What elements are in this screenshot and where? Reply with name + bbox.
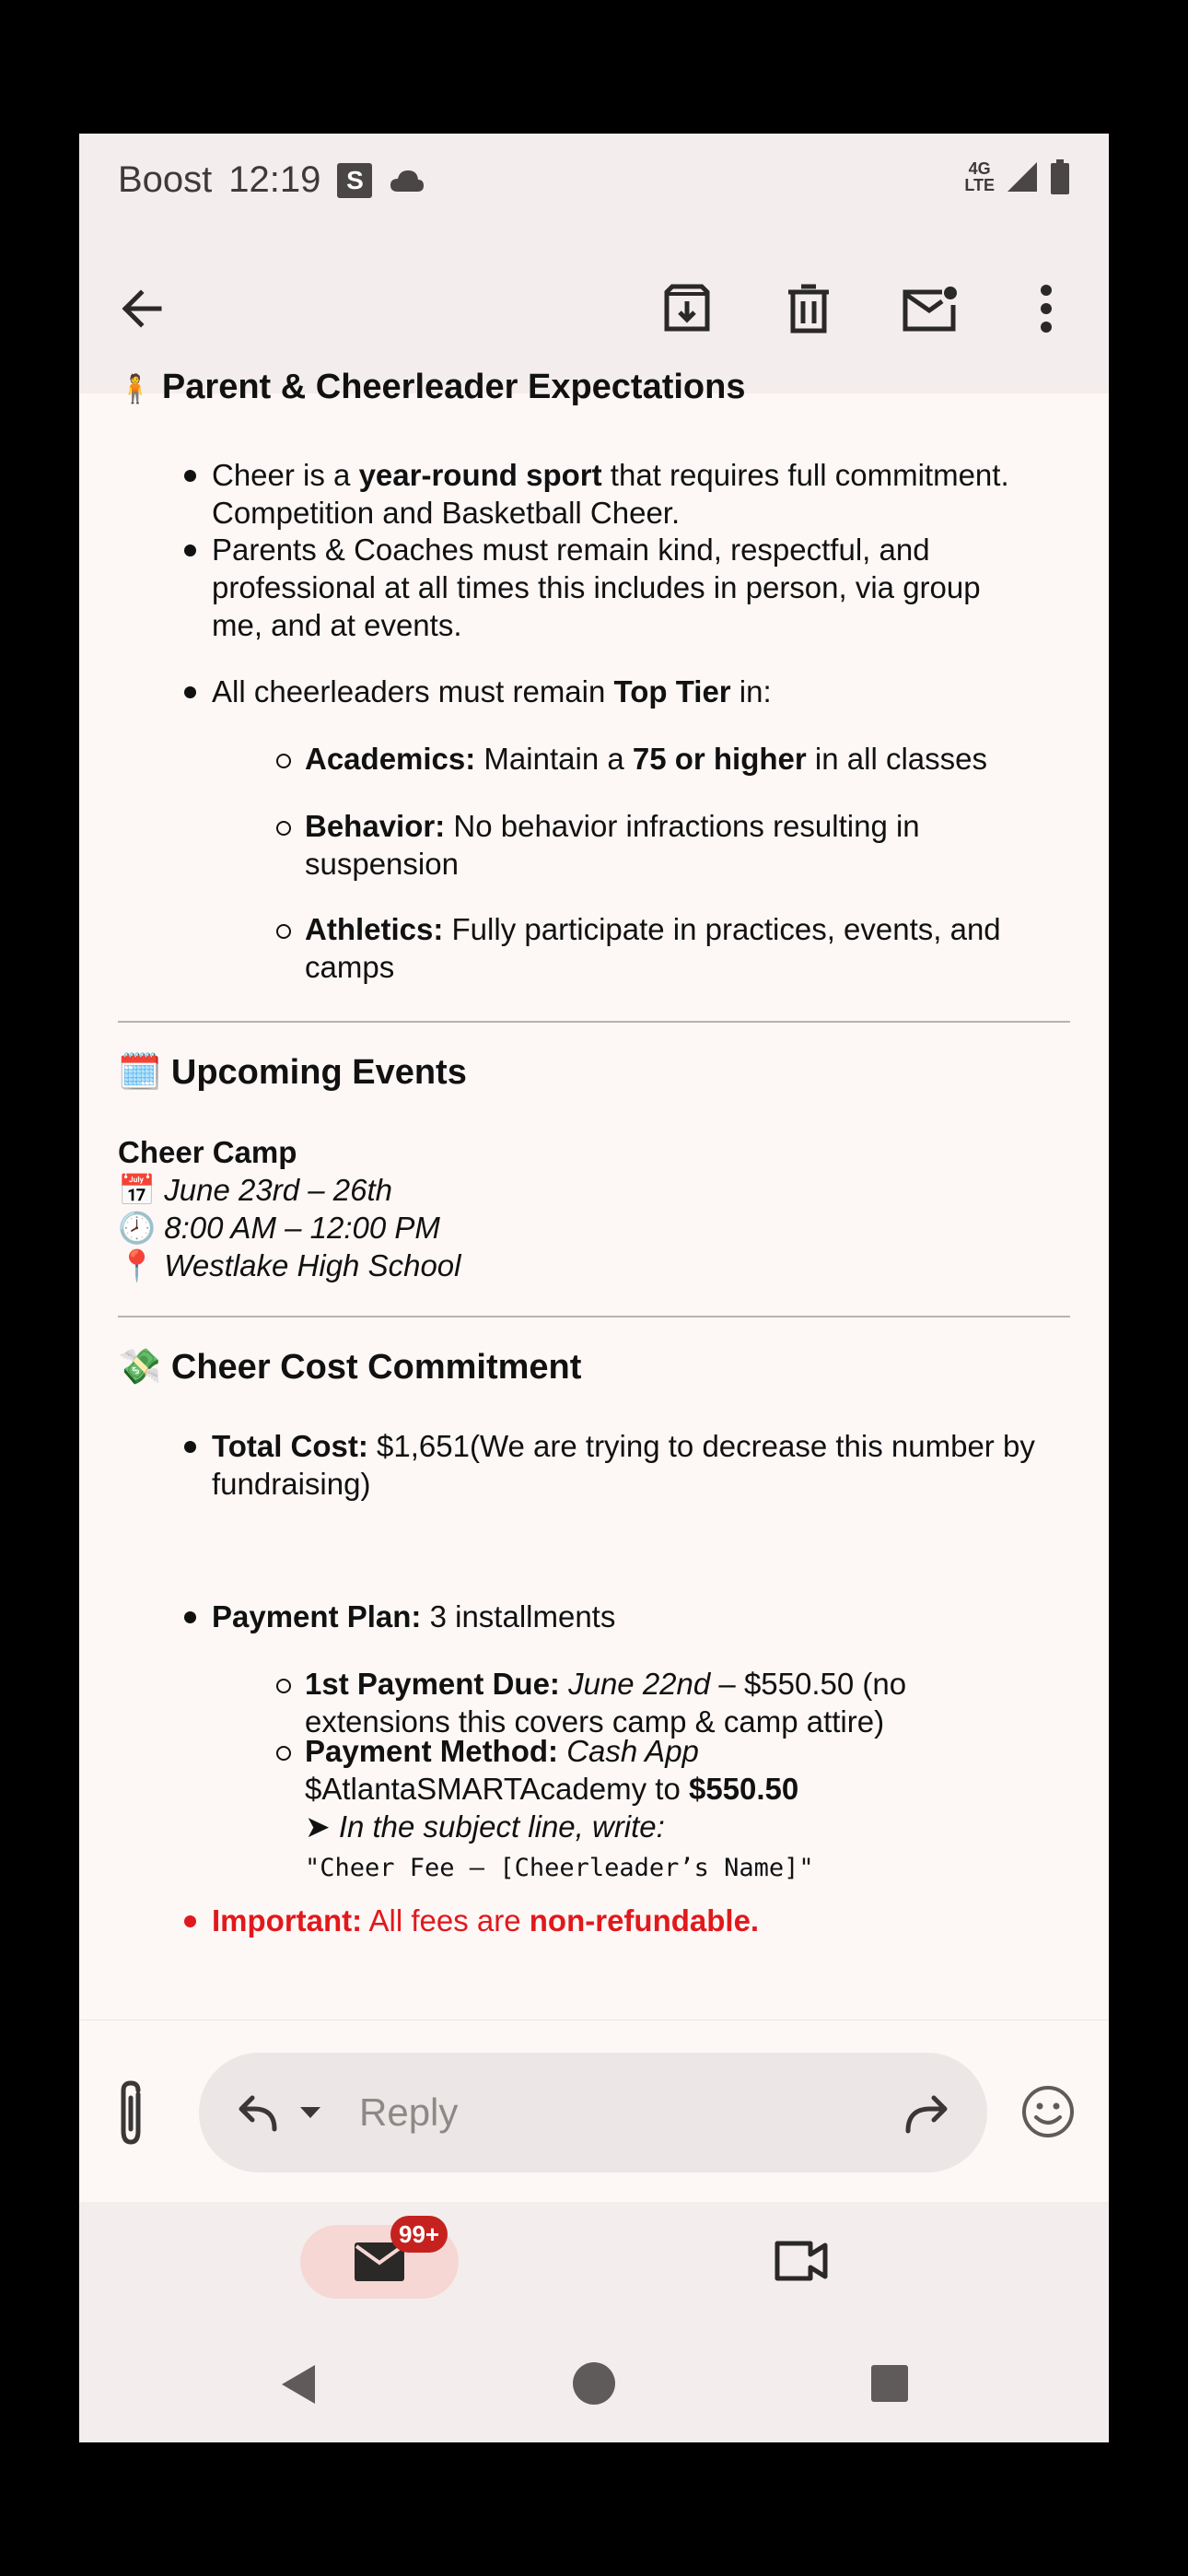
sub-bullet-academics: Academics: Maintain a 75 or higher in all classes xyxy=(305,742,987,776)
person-emoji-icon: 🧍 xyxy=(118,374,153,404)
mail-unread-icon xyxy=(902,285,959,333)
pin-emoji-icon: 📍 xyxy=(118,1248,157,1282)
carrier-label: Boost xyxy=(118,159,213,200)
sub-bullet-behavior-line2: suspension xyxy=(305,847,459,881)
emoji-button[interactable] xyxy=(1020,2084,1076,2144)
s-app-icon: S xyxy=(337,163,372,198)
arrow-left-icon xyxy=(119,286,165,332)
sub-bullet-first-payment-line2: extensions this covers camp & camp attire) xyxy=(305,1704,885,1739)
cost-heading: 💸 Cheer Cost Commitment xyxy=(118,1348,582,1387)
phone-screen xyxy=(79,134,1109,2442)
bullet-dot xyxy=(184,1611,196,1623)
calendar-emoji-icon: 📅 xyxy=(118,1173,157,1207)
bullet-total-cost: Total Cost: $1,651(We are trying to decrease this number by xyxy=(212,1429,1035,1463)
archive-icon xyxy=(661,283,713,334)
bullet-total-cost-line2: fundraising) xyxy=(212,1467,371,1501)
bullet-dot xyxy=(184,1915,196,1927)
unread-count-badge: 99+ xyxy=(390,2216,448,2253)
back-button[interactable] xyxy=(105,272,179,345)
bullet-dot xyxy=(184,470,196,482)
trash-icon xyxy=(785,283,833,334)
event-location: 📍 Westlake High School xyxy=(118,1248,461,1282)
bullet-dot xyxy=(184,1441,196,1453)
sub-bullet-behavior: Behavior: No behavior infractions resulting in xyxy=(305,809,920,843)
calendar-emoji-icon: 🗓️ xyxy=(118,1053,162,1092)
bullet-year-round: Cheer is a year-round sport that requires full commitment. xyxy=(212,458,1009,492)
reply-dropdown-icon xyxy=(234,2087,335,2138)
square-recents-icon xyxy=(871,2365,908,2402)
bullet-parents-coaches-line2: professional at all times this includes in person, via group xyxy=(212,570,981,604)
more-vert-icon xyxy=(1037,285,1055,333)
circle-home-icon xyxy=(572,2361,616,2406)
sub-bullet-first-payment: 1st Payment Due: June 22nd – $550.50 (no xyxy=(305,1667,907,1701)
event-time: 🕗 8:00 AM – 12:00 PM xyxy=(118,1211,440,1245)
battery-icon xyxy=(1050,159,1070,194)
sub-bullet-circle xyxy=(276,754,291,768)
bullet-top-tier: All cheerleaders must remain Top Tier in: xyxy=(212,674,772,708)
event-date: 📅 June 23rd – 26th xyxy=(118,1173,392,1207)
system-recents-button[interactable] xyxy=(871,2365,908,2406)
bullet-dot xyxy=(184,544,196,556)
reply-options-button[interactable] xyxy=(234,2087,335,2143)
system-back-button[interactable] xyxy=(280,2363,317,2410)
signal-icon xyxy=(1006,160,1039,193)
sub-bullet-athletics: Athletics: Fully participate in practices, events, and xyxy=(305,912,1001,946)
clock-emoji-icon: 🕗 xyxy=(118,1211,157,1245)
event-name: Cheer Camp xyxy=(118,1135,297,1169)
reply-placeholder[interactable]: Reply xyxy=(359,2090,459,2134)
clock: 12:19 xyxy=(228,159,321,200)
triangle-back-icon xyxy=(280,2363,317,2406)
mark-unread-button[interactable] xyxy=(893,272,967,345)
sub-bullet-circle xyxy=(276,924,291,939)
subject-line-instruction: ➤ In the subject line, write: xyxy=(305,1809,665,1844)
attach-button[interactable] xyxy=(111,2078,151,2152)
events-heading: 🗓️ Upcoming Events xyxy=(118,1053,467,1092)
delete-button[interactable] xyxy=(772,272,845,345)
divider xyxy=(118,1021,1070,1023)
sub-bullet-circle xyxy=(276,1746,291,1761)
divider xyxy=(118,1316,1070,1317)
sub-bullet-circle xyxy=(276,1679,291,1693)
email-body xyxy=(79,368,1109,2151)
smiley-icon xyxy=(1020,2084,1076,2139)
arrow-right-icon: ➤ xyxy=(305,1809,331,1844)
important-notice: Important: All fees are non-refundable. xyxy=(212,1903,760,1938)
bullet-dot xyxy=(184,686,196,698)
network-type: 4G LTE xyxy=(964,159,995,194)
system-home-button[interactable] xyxy=(572,2361,616,2410)
expectations-heading: 🧍 Parent & Cheerleader Expectations xyxy=(118,368,746,406)
bullet-parents-coaches: Parents & Coaches must remain kind, respectful, and xyxy=(212,533,930,567)
paperclip-icon xyxy=(111,2078,151,2148)
forward-arrow-icon xyxy=(901,2090,952,2137)
meet-tab[interactable] xyxy=(774,2240,829,2287)
sub-bullet-athletics-line2: camps xyxy=(305,950,395,984)
money-emoji-icon: 💸 xyxy=(118,1348,162,1387)
bullet-parents-coaches-line3: me, and at events. xyxy=(212,608,462,642)
more-options-button[interactable] xyxy=(1009,272,1083,345)
bullet-year-round-line2: Competition and Basketball Cheer. xyxy=(212,496,681,530)
forward-button[interactable] xyxy=(901,2090,952,2141)
cloud-icon xyxy=(389,168,425,193)
bullet-payment-plan: Payment Plan: 3 installments xyxy=(212,1599,616,1633)
archive-button[interactable] xyxy=(650,272,724,345)
sub-bullet-circle xyxy=(276,821,291,836)
cash-app-tag: $AtlantaSMARTAcademy to $550.50 xyxy=(305,1772,799,1806)
sub-bullet-payment-method: Payment Method: Cash App xyxy=(305,1734,699,1768)
subject-line-template: "Cheer Fee – [Cheerleader’s Name]" xyxy=(305,1854,814,1882)
status-bar xyxy=(79,134,1109,235)
video-camera-icon xyxy=(774,2240,829,2282)
bottom-navigation xyxy=(79,2202,1109,2313)
